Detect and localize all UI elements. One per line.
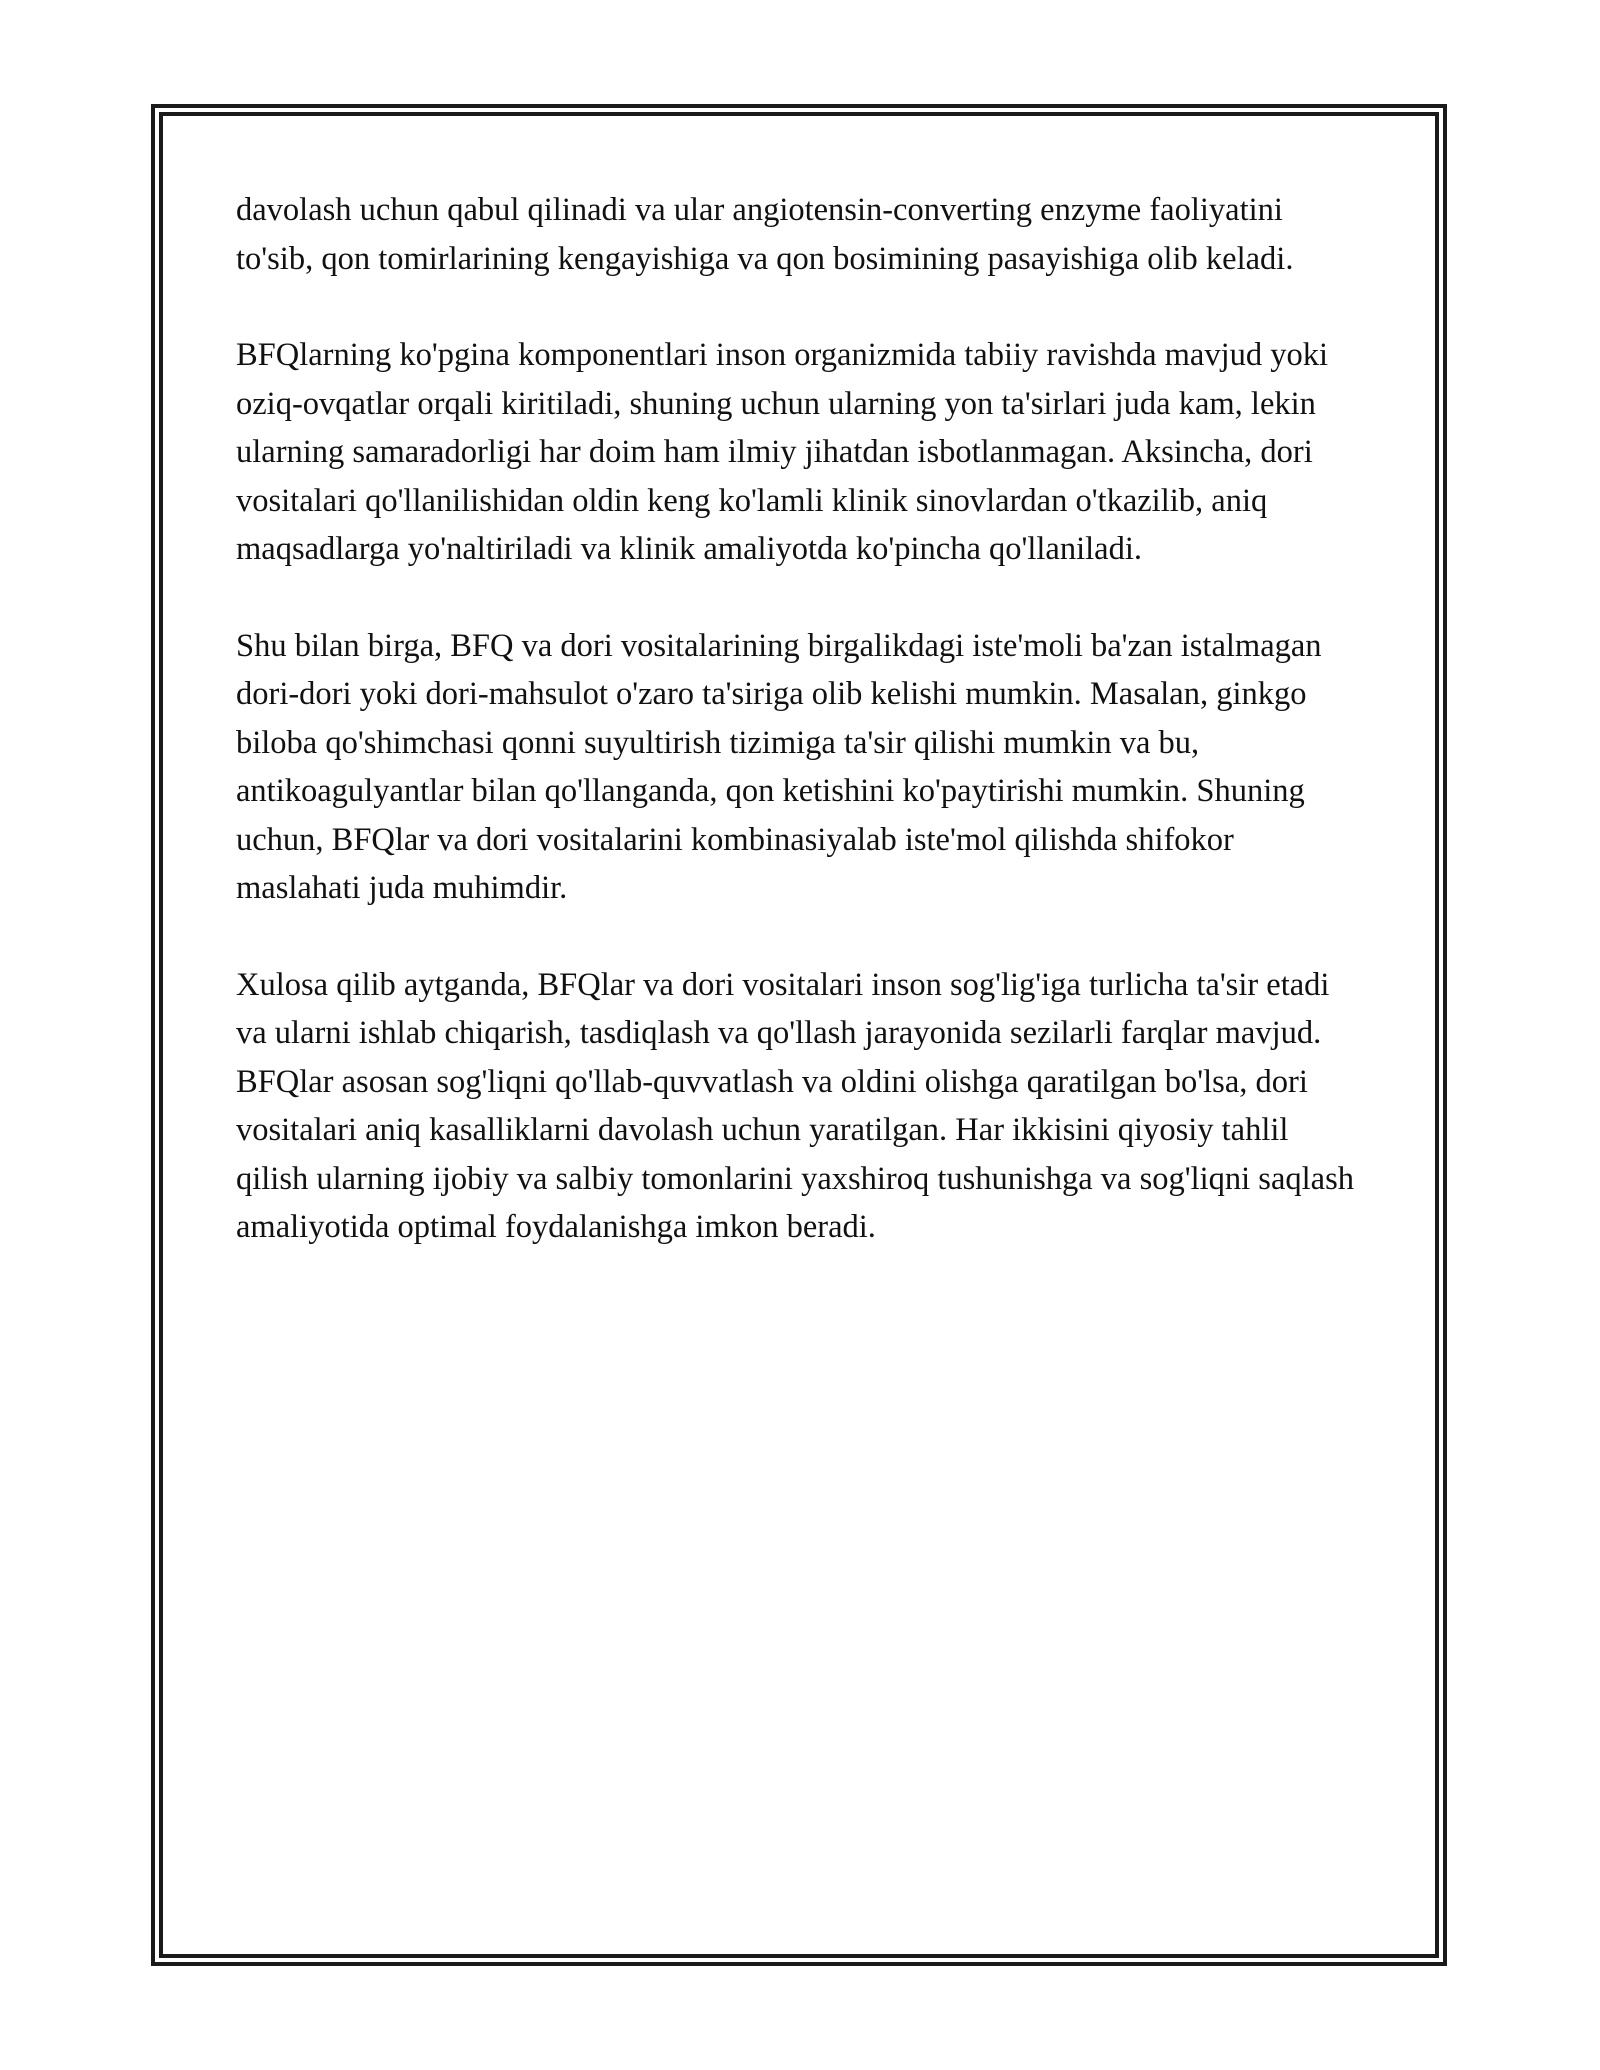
document-body xyxy=(236,186,1366,1300)
paragraph-2: BFQlarning ko'pgina komponentlari inson organizmida tabiiy ravishda mavjud yoki oziq-ovqatlar orqali kiritiladi, shuning uchun ularning yon ta'sirlari juda kam, lekin ularning samaradorligi har doim ham ilmiy jihatdan isbotlanmagan. Aksincha, dori vositalari qo'llanilishidan oldin keng ko'lamli klinik sinovlardan o'tkazilib, aniq maqsadlarga yo'naltiriladi va klinik amaliyotda ko'pincha qo'llaniladi. xyxy=(236,337,1329,567)
paragraph-3: Shu bilan birga, BFQ va dori vositalarining birgalikdagi iste'moli ba'zan istalmagan dori-dori yoki dori-mahsulot o'zaro ta'siriga olib kelishi mumkin. Masalan, ginkgo biloba qo'shimchasi qonni suyultirish tizimiga ta'sir qilishi mumkin va bu, antikoagulyantlar bilan qo'llanganda, qon ketishini ko'paytirishi mumkin. Shuning uchun, BFQlar va dori vositalarini kombinasiyalab iste'mol qilishda shifokor maslahati juda muhimdir. xyxy=(236,627,1322,906)
paragraph-1: davolash uchun qabul qilinadi va ular angiotensin-converting enzyme faoliyatini to'sib, qon tomirlarining kengayishiga va qon bosimining pasayishiga olib keladi. xyxy=(236,192,1294,277)
paragraph-4: Xulosa qilib aytganda, BFQlar va dori vositalari inson sog'lig'iga turlicha ta'sir etadi va ularni ishlab chiqarish, tasdiqlash va qo'llash jarayonida sezilarli farqlar mavjud. BFQlar asosan sog'liqni qo'llab-quvvatlash va oldini olishga qaratilgan bo'lsa, dori vositalari aniq kasalliklarni davolash uchun yaratilgan. Har ikkisini qiyosiy tahlil qilish ularning ijobiy va salbiy tomonlarini yaxshiroq tushunishga va sog'liqni saqlash amaliyotida optimal foydalanishga imkon beradi. xyxy=(236,966,1354,1245)
